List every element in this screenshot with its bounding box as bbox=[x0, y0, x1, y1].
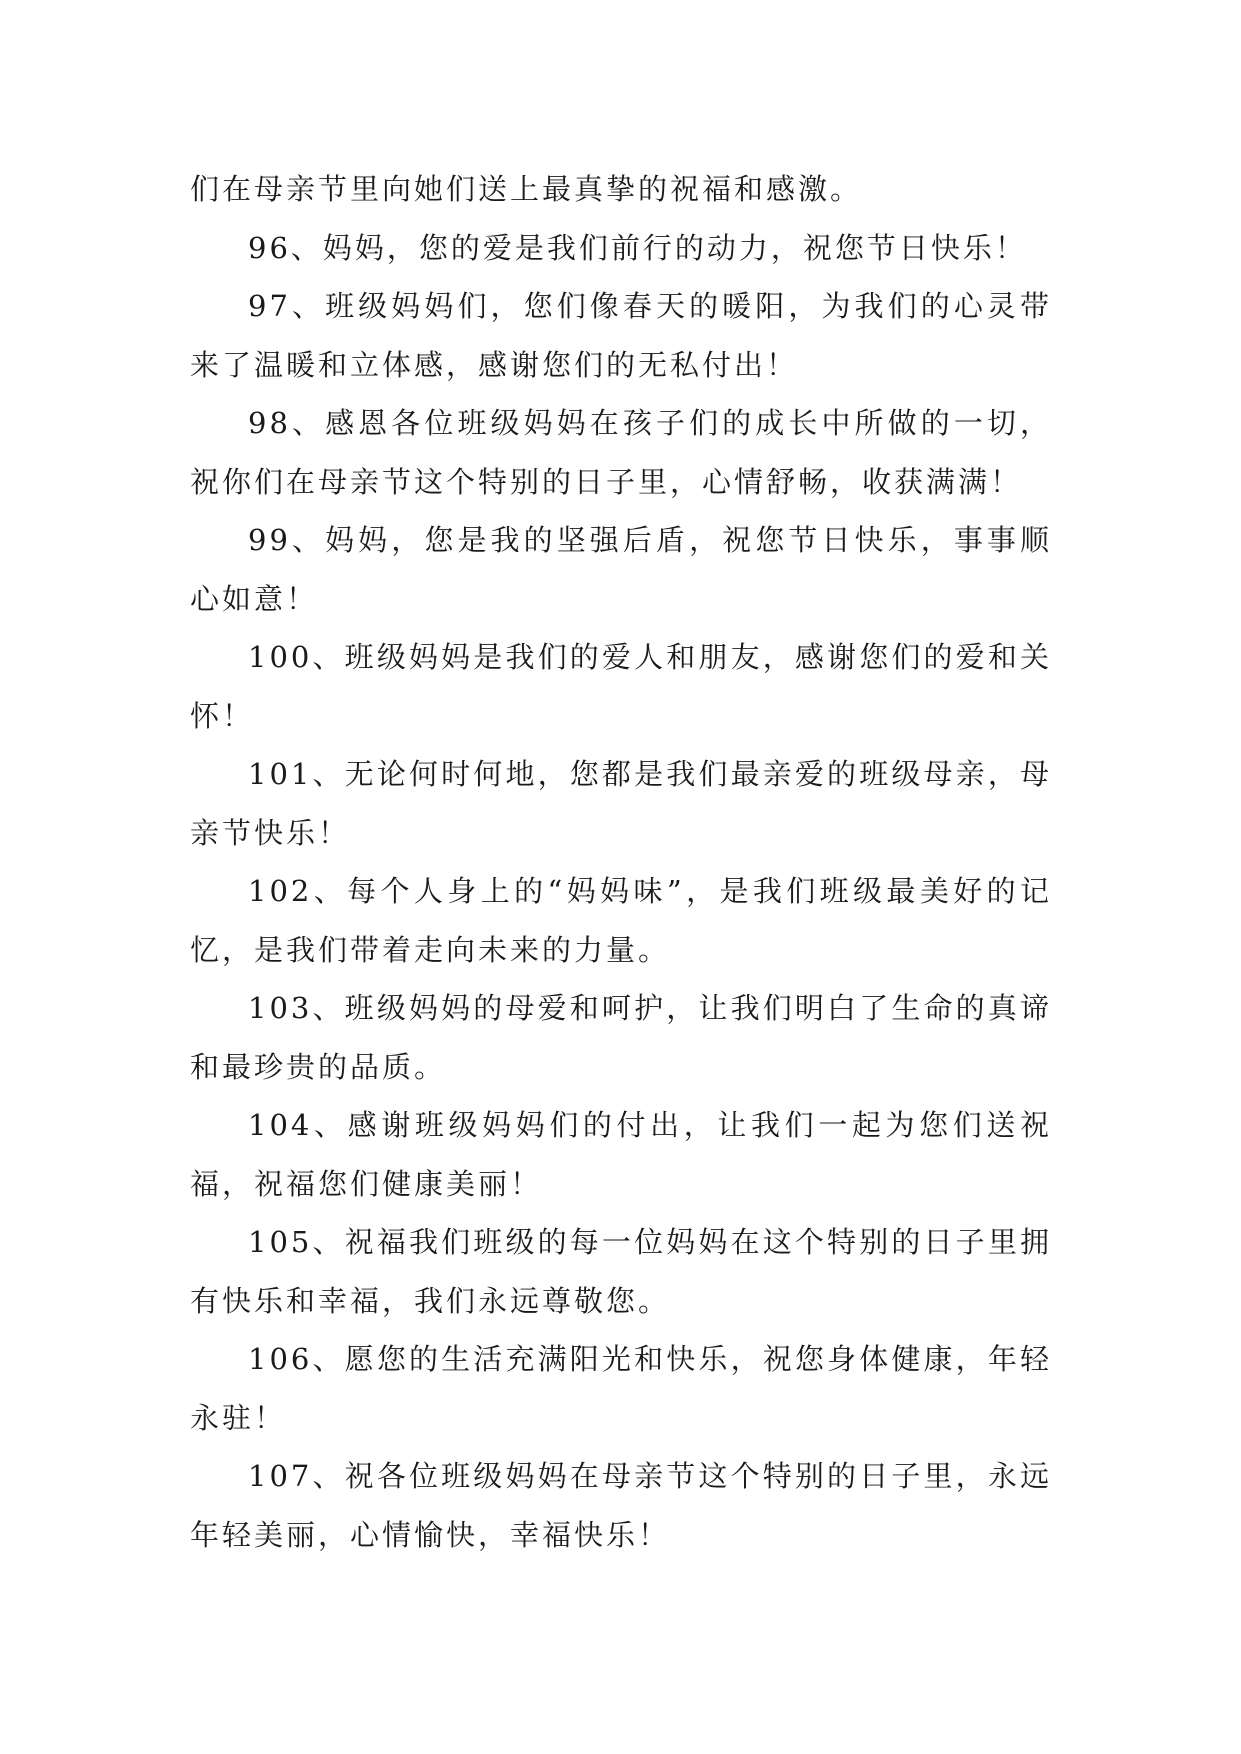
paragraph-104: 104、感谢班级妈妈们的付出，让我们一起为您们送祝福，祝福您们健康美丽！ bbox=[190, 1108, 1052, 1201]
paragraph-99: 99、妈妈，您是我的坚强后盾，祝您节日快乐，事事顺心如意！ bbox=[190, 523, 1052, 616]
paragraph-102: 102、每个人身上的“妈妈味”，是我们班级最美好的记忆，是我们带着走向未来的力量。 bbox=[190, 874, 1052, 967]
paragraph-100: 100、班级妈妈是我们的爱人和朋友，感谢您们的爱和关怀！ bbox=[190, 640, 1052, 733]
paragraph-101: 101、无论何时何地，您都是我们最亲爱的班级母亲，母亲节快乐！ bbox=[190, 757, 1052, 850]
paragraph-107: 107、祝各位班级妈妈在母亲节这个特别的日子里，永远年轻美丽，心情愉快，幸福快乐！ bbox=[190, 1459, 1052, 1552]
paragraph-103: 103、班级妈妈的母爱和呵护，让我们明白了生命的真谛和最珍贵的品质。 bbox=[190, 991, 1052, 1084]
paragraph-97: 97、班级妈妈们，您们像春天的暖阳，为我们的心灵带来了温暖和立体感，感谢您们的无私付出！ bbox=[190, 289, 1052, 382]
paragraph-105: 105、祝福我们班级的每一位妈妈在这个特别的日子里拥有快乐和幸福，我们永远尊敬您。 bbox=[190, 1225, 1052, 1318]
paragraph-continuation: 们在母亲节里向她们送上最真挚的祝福和感激。 bbox=[190, 172, 863, 206]
paragraph-96: 96、妈妈，您的爱是我们前行的动力，祝您节日快乐！ bbox=[248, 230, 1027, 265]
paragraph-98: 98、感恩各位班级妈妈在孩子们的成长中所做的一切，祝你们在母亲节这个特别的日子里，心情舒畅，收获满满！ bbox=[190, 406, 1052, 499]
document-body bbox=[190, 160, 1052, 1564]
paragraph-106: 106、愿您的生活充满阳光和快乐，祝您身体健康，年轻永驻！ bbox=[190, 1342, 1052, 1435]
